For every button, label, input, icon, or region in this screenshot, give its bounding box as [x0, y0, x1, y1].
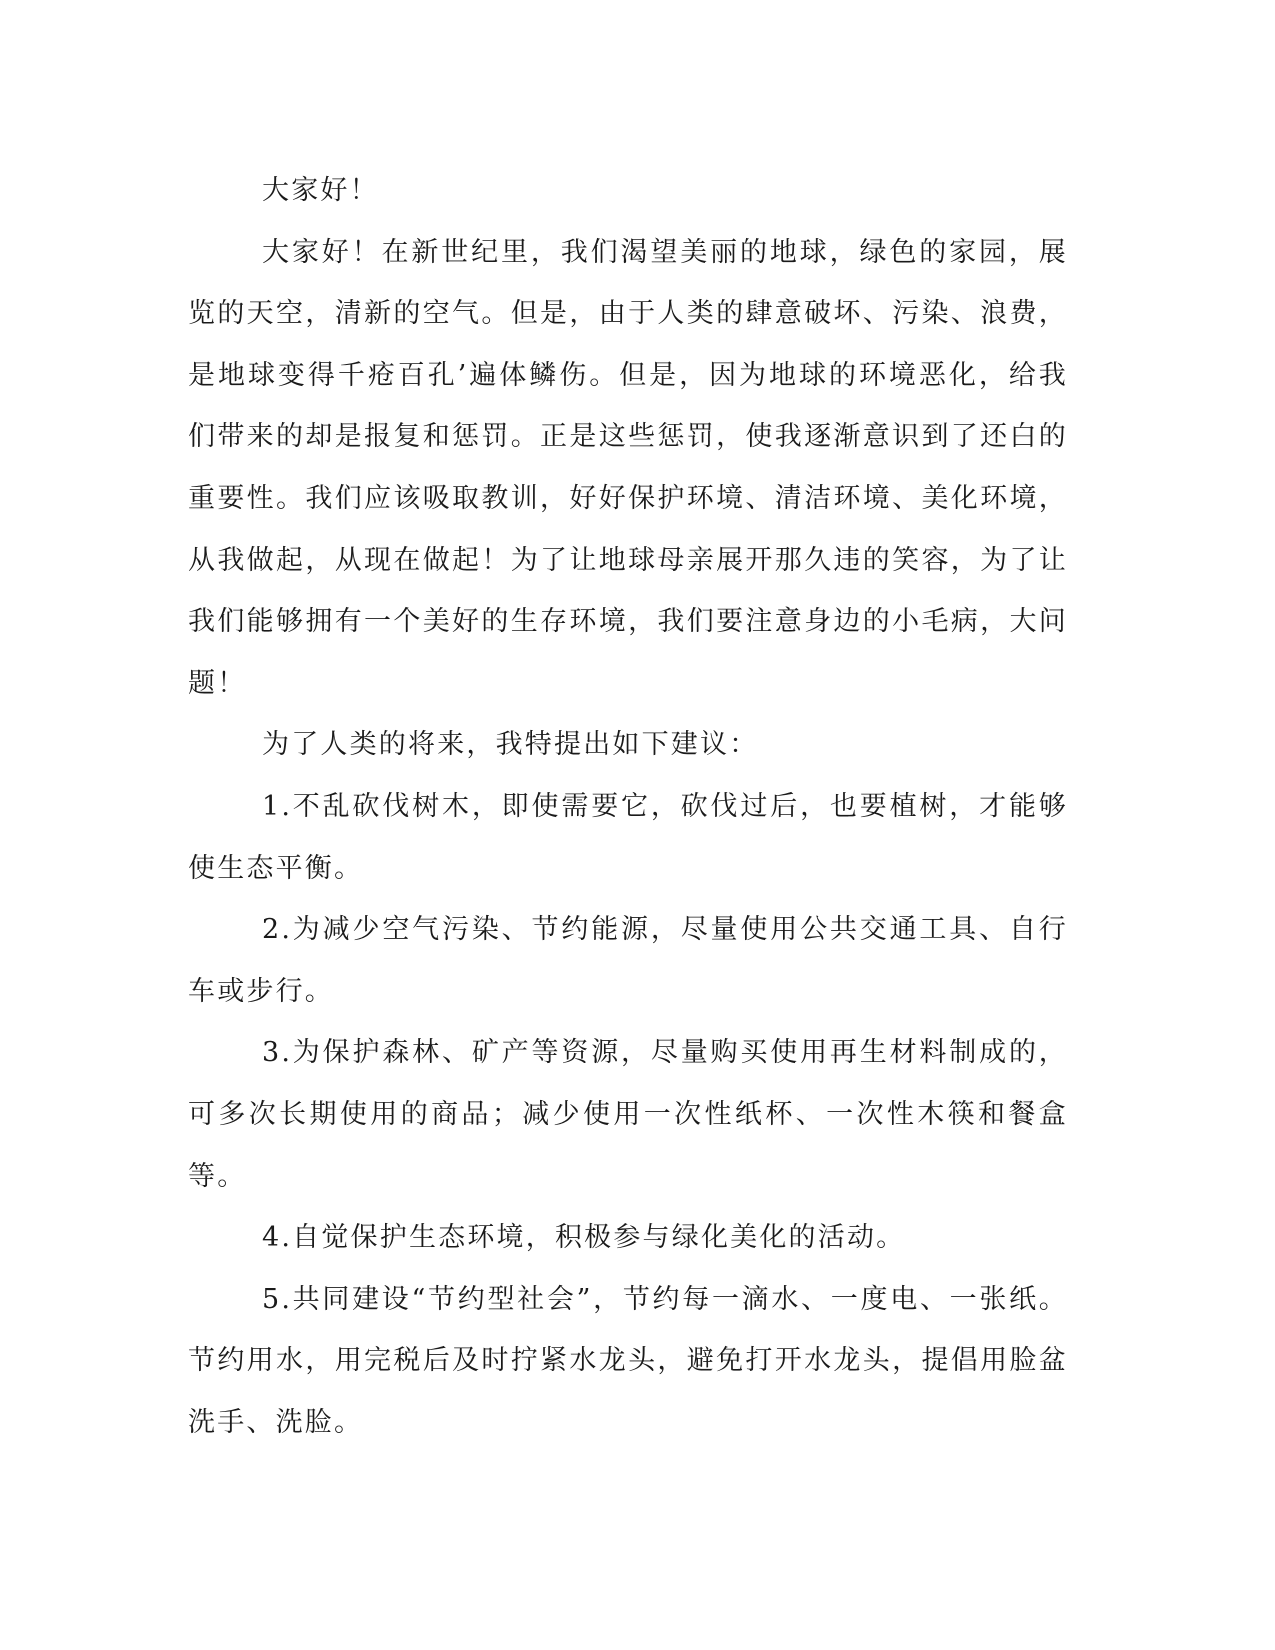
- greeting-paragraph: 大家好！: [262, 175, 379, 206]
- suggestion-3: 3.为保护森林、矿产等资源，尽量购买使用再生材料制成的，可多次长期使用的商品；减少使用一次性纸杯、一次性木筷和餐盒等。: [188, 1037, 1068, 1192]
- suggestion-2: 2.为减少空气污染、节约能源，尽量使用公共交通工具、自行车或步行。: [188, 914, 1068, 1007]
- document-body: [188, 160, 1068, 1453]
- suggestion-5: 5.共同建设“节约型社会”，节约每一滴水、一度电、一张纸。节约用水，用完税后及时拧紧水龙头，避免打开水龙头，提倡用脸盆洗手、洗脸。: [188, 1283, 1068, 1438]
- suggestion-4: 4.自觉保护生态环境，积极参与绿化美化的活动。: [262, 1222, 906, 1254]
- intro-paragraph: 大家好！在新世纪里，我们渴望美丽的地球，绿色的家园，展览的天空，清新的空气。但是，由于人类的肆意破坏、污染、浪费，是地球变得千疮百孔’遍体鳞伤。但是，因为地球的环境恶化，给我们带来的却是报复和惩罚。正是这些惩罚，使我逐渐意识到了还白的重要性。我们应该吸取教训，好好保护环境、清洁环境、美化环境，从我做起，从现在做起！为了让地球母亲展开那久违的笑容，为了让我们能够拥有一个美好的生存环境，我们要注意身边的小毛病，大问题！: [188, 236, 1068, 699]
- proposal-lead-paragraph: 为了人类的将来，我特提出如下建议：: [262, 729, 759, 761]
- suggestion-1: 1.不乱砍伐树木，即使需要它，砍伐过后，也要植树，才能够使生态平衡。: [188, 790, 1068, 884]
